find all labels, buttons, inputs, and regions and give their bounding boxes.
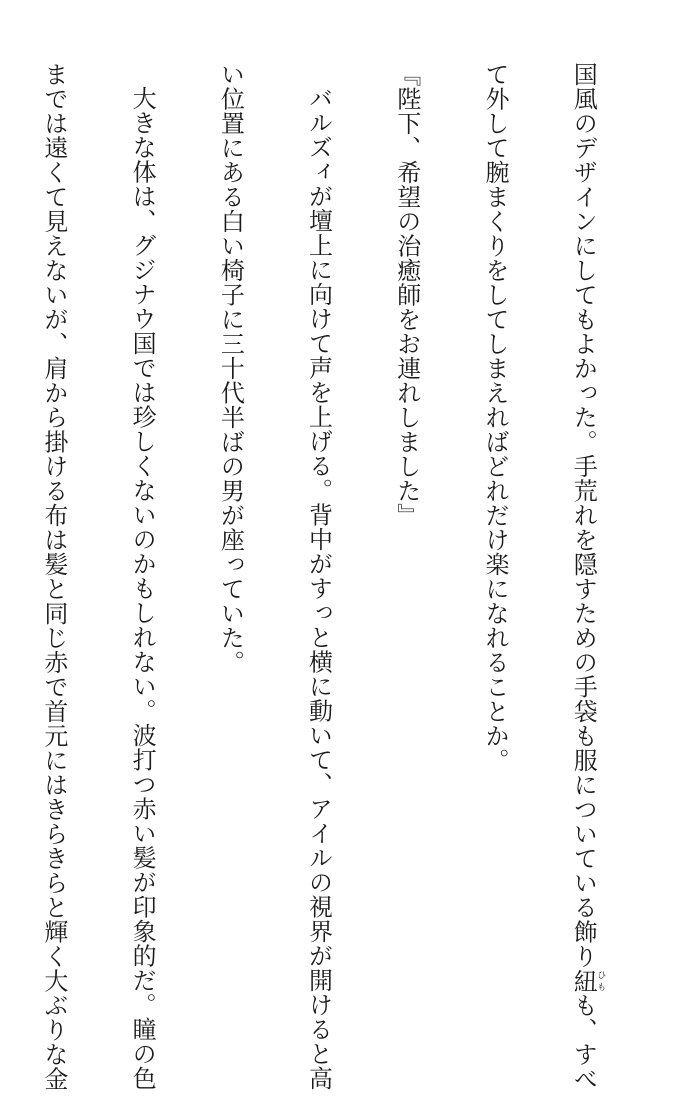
paragraph-line: 大きな体は、グジナウ国では珍しくないのかもしれない。波打つ赤い髪が印象的だ。瞳の色 xyxy=(128,86,157,1091)
text-line: までは遠くて見えないが、肩から掛ける布は髪と同じ赤で首元にはきらきらと輝く大ぶりな金 xyxy=(39,62,68,1091)
paragraph-line: バルズィが壇上に向けて声を上げる。背中がすっと横に動いて、アイルの視界が開けると高 xyxy=(304,86,333,1091)
text-line: い位置にある白い椅子に三十代半ばの男が座っていた。 xyxy=(216,62,245,675)
text-line: て外して腕まくりをしてしまえればどれだけ楽になれることか。 xyxy=(480,62,509,773)
furigana: 紐ひも xyxy=(569,968,606,993)
vertical-text-body xyxy=(0,62,664,1091)
text-line: 国風のデザインにしてもよかった。手荒れを隠すための手袋も服についている飾り紐ひもも、すべ xyxy=(569,62,606,1091)
dialogue-line: 『陛下、希望の治癒師をお連れしました』 xyxy=(392,62,421,528)
